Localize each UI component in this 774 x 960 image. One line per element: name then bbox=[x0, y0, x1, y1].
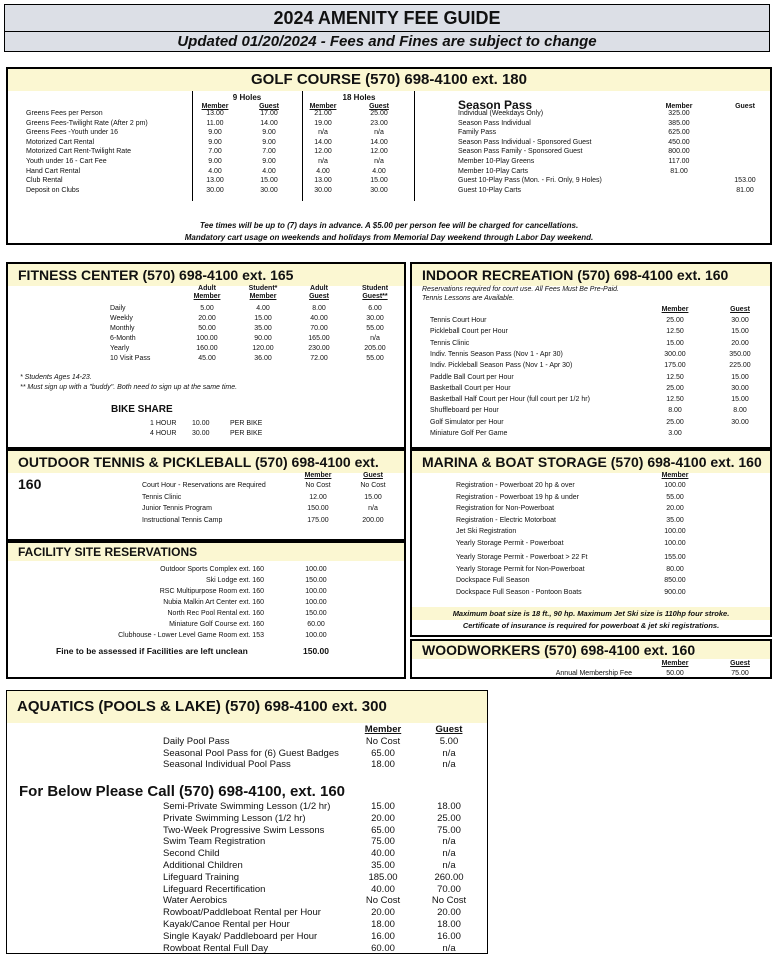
fitness-row-value: 20.00 bbox=[198, 315, 216, 322]
season-row-member: 800.00 bbox=[668, 148, 690, 156]
season-row-label: Member 10-Play Greens bbox=[458, 158, 535, 165]
facility-fine-value: 150.00 bbox=[303, 646, 329, 656]
fitness-col-header: Member bbox=[193, 293, 221, 300]
facility-row-label: Clubhouse - Lower Level Game Room ext. 153 bbox=[118, 632, 264, 639]
golf-member-18: Member bbox=[309, 103, 337, 110]
fitness-row-value: 35.00 bbox=[254, 325, 272, 332]
aquatics-member-header: Member bbox=[364, 724, 402, 735]
marina-row-value: 900.00 bbox=[664, 588, 686, 596]
marina-row-label: Yearly Storage Permit - Powerboat > 22 Ft bbox=[456, 554, 588, 561]
indoor-recreation-section bbox=[410, 262, 772, 449]
golf-row-label: Greens Fees per Person bbox=[26, 110, 103, 117]
aquatics-row-member: 18.00 bbox=[371, 919, 395, 930]
golf-row-value: n/a bbox=[374, 129, 384, 137]
golf-row-value: 4.00 bbox=[208, 167, 222, 175]
indoor-note-1: Reservations required for court use. All Fees Must Be Pre-Paid. bbox=[422, 286, 619, 293]
bike-row-duration: 1 HOUR bbox=[150, 420, 177, 427]
golf-row-value: 7.00 bbox=[262, 148, 276, 156]
aquatics-row-label: Seasonal Pool Pass for (6) Guest Badges bbox=[163, 747, 339, 759]
fitness-col-header: Member bbox=[249, 293, 277, 300]
tennis-row-member: 150.00 bbox=[307, 505, 329, 512]
fitness-col-header: Student* bbox=[248, 285, 278, 292]
indoor-row-guest: 350.00 bbox=[729, 350, 751, 358]
indoor-row-member: 175.00 bbox=[664, 362, 686, 370]
fitness-col-header: Guest bbox=[309, 293, 329, 300]
aquatics-row-guest: 16.00 bbox=[437, 930, 461, 942]
marina-row-value: 80.00 bbox=[666, 565, 684, 573]
aquatics-row-member: 15.00 bbox=[371, 801, 395, 812]
season-guest-header: Guest bbox=[735, 103, 755, 110]
golf-row-value: 21.00 bbox=[314, 110, 332, 117]
indoor-row-label: Miniature Golf Per Game bbox=[430, 430, 508, 437]
golf-row-label: Youth under 16 - Cart Fee bbox=[26, 158, 107, 165]
season-row-member: 81.00 bbox=[670, 167, 688, 175]
aquatics-row-label: Two-Week Progressive Swim Lessons bbox=[163, 824, 325, 836]
aquatics-row-guest: n/a bbox=[442, 942, 456, 954]
aquatics-row-guest: No Cost bbox=[431, 895, 467, 907]
indoor-row-guest: 30.00 bbox=[731, 317, 749, 324]
facility-section bbox=[6, 541, 406, 679]
aquatics-row-member: No Cost bbox=[365, 895, 401, 907]
golf-row-value: 9.00 bbox=[208, 138, 222, 146]
aquatics-row-member: 65.00 bbox=[371, 747, 395, 759]
indoor-row-member: 8.00 bbox=[668, 407, 682, 415]
golf-row-label: Greens Fees -Youth under 16 bbox=[26, 129, 118, 137]
golf-row-label: Motorized Cart Rent-Twilight Rate bbox=[26, 148, 132, 156]
aquatics-row-label: Water Aerobics bbox=[163, 895, 228, 907]
fitness-footnote-2: ** Must sign up with a "buddy". Both need to sign up at the same time. bbox=[20, 384, 238, 391]
aquatics-row-guest: n/a bbox=[442, 747, 456, 759]
indoor-row-member: 25.00 bbox=[666, 317, 684, 324]
aquatics-row-label: Rowboat Rental Full Day bbox=[163, 942, 269, 954]
golf-row-value: 9.00 bbox=[262, 138, 276, 146]
golf-row-value: 4.00 bbox=[372, 167, 386, 175]
golf-row-value: 7.00 bbox=[208, 148, 222, 156]
golf-row-value: 14.00 bbox=[260, 119, 278, 127]
fitness-row-value: n/a bbox=[370, 335, 380, 342]
golf-row-value: 19.00 bbox=[314, 119, 332, 127]
golf-note-2: Mandatory cart usage on weekends and holidays from Memorial Day weekend through Labor Day weekend. bbox=[184, 233, 594, 242]
golf-eighteen-holes: 18 Holes bbox=[342, 93, 376, 102]
tennis-row-guest: n/a bbox=[368, 505, 378, 512]
season-row-label: Season Pass Individual - Sponsored Guest bbox=[458, 138, 592, 146]
facility-row-value: 150.00 bbox=[305, 577, 327, 584]
indoor-row-member: 12.50 bbox=[666, 373, 684, 381]
aquatics-row-guest: 20.00 bbox=[437, 907, 461, 919]
indoor-row-label: Pickleball Court per Hour bbox=[430, 328, 508, 336]
aquatics-row-label: Kayak/Canoe Rental per Hour bbox=[163, 919, 290, 930]
golf-row-value: 12.00 bbox=[314, 148, 332, 156]
indoor-row-label: Shuffleboard per Hour bbox=[430, 407, 499, 415]
golf-guest-18: Guest bbox=[369, 103, 389, 110]
indoor-row-label: Golf Simulator per Hour bbox=[430, 418, 504, 426]
aquatics-guest-header: Guest bbox=[435, 724, 463, 735]
marina-row-value: 35.00 bbox=[666, 516, 684, 524]
golf-row-label: Club Rental bbox=[26, 177, 63, 185]
golf-row-value: 14.00 bbox=[314, 138, 332, 146]
facility-row-value: 60.00 bbox=[307, 621, 325, 628]
indoor-row-guest: 30.00 bbox=[731, 418, 749, 426]
aquatics-row-label: Private Swimming Lesson (1/2 hr) bbox=[163, 812, 306, 824]
tennis-row-label: Instructional Tennis Camp bbox=[142, 516, 223, 524]
season-row-label: Season Pass Family - Sponsored Guest bbox=[458, 148, 583, 156]
bike-share-title: BIKE SHARE bbox=[111, 404, 173, 415]
indoor-row-label: Paddle Ball Court per Hour bbox=[430, 373, 514, 381]
facility-fine-label: Fine to be assessed if Facilities are left unclean bbox=[56, 646, 248, 656]
season-row-member: 450.00 bbox=[668, 138, 690, 146]
golf-divider-3 bbox=[414, 91, 415, 201]
golf-title: GOLF COURSE (570) 698-4100 ext. 180 bbox=[8, 69, 770, 91]
golf-row-value: 30.00 bbox=[314, 186, 332, 194]
indoor-row-member: 3.00 bbox=[668, 430, 682, 437]
golf-row-value: 14.00 bbox=[370, 138, 388, 146]
aquatics-row-label: Single Kayak/ Paddleboard per Hour bbox=[163, 930, 318, 942]
golf-row-value: n/a bbox=[374, 158, 384, 165]
fitness-col-header: Adult bbox=[198, 285, 216, 292]
aquatics-row-label: Additional Children bbox=[163, 860, 243, 871]
aquatics-row-member: 18.00 bbox=[371, 759, 395, 770]
fitness-row-value: 100.00 bbox=[196, 335, 218, 342]
season-row-label: Family Pass bbox=[458, 129, 497, 137]
aquatics-row-member: 20.00 bbox=[371, 812, 395, 824]
fitness-row-label: 10 Visit Pass bbox=[110, 355, 151, 362]
indoor-row-label: Tennis Court Hour bbox=[430, 317, 487, 324]
fitness-row-value: 45.00 bbox=[198, 355, 216, 362]
aquatics-title: AQUATICS (POOLS & LAKE) (570) 698-4100 ext. 300 bbox=[7, 691, 487, 723]
golf-member-9: Member bbox=[201, 103, 229, 110]
aquatics-row-guest: 18.00 bbox=[437, 919, 461, 930]
outdoor-tennis-title: OUTDOOR TENNIS & PICKLEBALL (570) 698-4100 ext. 160 bbox=[8, 451, 404, 473]
aquatics-row-member: 75.00 bbox=[371, 836, 395, 848]
season-row-guest: 81.00 bbox=[736, 186, 754, 194]
fitness-col-header: Guest** bbox=[362, 293, 388, 300]
fitness-row-label: Monthly bbox=[110, 325, 135, 332]
aquatics-row-member: 60.00 bbox=[371, 942, 395, 954]
facility-row-label: Outdoor Sports Complex ext. 160 bbox=[160, 566, 264, 573]
aquatics-row-guest: 70.00 bbox=[437, 883, 461, 895]
wood-guest-value: 75.00 bbox=[731, 670, 749, 677]
golf-row-value: 9.00 bbox=[208, 129, 222, 137]
golf-row-label: Motorized Cart Rental bbox=[26, 138, 95, 146]
season-row-label: Guest 10-Play Carts bbox=[458, 186, 522, 194]
season-row-label: Member 10-Play Carts bbox=[458, 167, 529, 175]
facility-title: FACILITY SITE RESERVATIONS bbox=[8, 543, 404, 561]
woodworkers-title: WOODWORKERS (570) 698-4100 ext. 160 bbox=[412, 641, 770, 659]
facility-row-label: Miniature Golf Course ext. 160 bbox=[169, 621, 264, 628]
indoor-row-label: Tennis Clinic bbox=[430, 339, 470, 347]
aquatics-row-label: Daily Pool Pass bbox=[163, 736, 230, 747]
golf-section bbox=[6, 67, 772, 245]
indoor-row-guest: 8.00 bbox=[733, 407, 747, 415]
wood-member-header: Member bbox=[661, 660, 689, 667]
indoor-row-guest: 20.00 bbox=[731, 339, 749, 347]
aquatics-subtitle: For Below Please Call (570) 698-4100, ext. 160 bbox=[19, 783, 346, 800]
golf-row-value: n/a bbox=[318, 129, 328, 137]
aquatics-row-label: Lifeguard Recertification bbox=[163, 883, 266, 895]
marina-row-label: Yearly Storage Permit for Non-Powerboat bbox=[456, 565, 585, 573]
fitness-row-value: 30.00 bbox=[366, 315, 384, 322]
facility-row-value: 150.00 bbox=[305, 610, 327, 617]
tennis-row-guest: 200.00 bbox=[362, 516, 384, 524]
marina-row-value: 155.00 bbox=[664, 554, 686, 561]
indoor-row-guest: 15.00 bbox=[731, 396, 749, 404]
facility-row-value: 100.00 bbox=[305, 599, 327, 606]
marina-row-label: Dockspace Full Season - Pontoon Boats bbox=[456, 588, 582, 596]
facility-row-value: 100.00 bbox=[305, 632, 327, 639]
golf-row-value: 17.00 bbox=[260, 110, 278, 117]
golf-row-value: n/a bbox=[318, 158, 328, 165]
facility-row-label: North Rec Pool Rental ext. 160 bbox=[167, 610, 264, 617]
fitness-row-value: 4.00 bbox=[256, 305, 270, 312]
marina-title: MARINA & BOAT STORAGE (570) 698-4100 ext. 160 bbox=[412, 451, 770, 473]
marina-row-value: 55.00 bbox=[666, 493, 684, 501]
indoor-member-header: Member bbox=[661, 306, 689, 313]
fitness-row-value: 205.00 bbox=[364, 345, 386, 352]
facility-row-value: 100.00 bbox=[305, 588, 327, 595]
season-row-label: Individual (Weekdays Only) bbox=[458, 110, 544, 117]
season-row-member: 625.00 bbox=[668, 129, 690, 137]
aquatics-row-label: Semi-Private Swimming Lesson (1/2 hr) bbox=[163, 801, 331, 812]
season-row-member: 325.00 bbox=[668, 110, 690, 117]
aquatics-row-guest: 75.00 bbox=[437, 824, 461, 836]
golf-row-value: 13.00 bbox=[314, 177, 332, 185]
marina-member-header: Member bbox=[661, 472, 689, 479]
indoor-title: INDOOR RECREATION (570) 698-4100 ext. 160 bbox=[412, 264, 770, 286]
golf-row-value: 13.00 bbox=[206, 110, 224, 117]
golf-row-value: 12.00 bbox=[370, 148, 388, 156]
marina-section bbox=[410, 449, 772, 637]
indoor-note-2: Tennis Lessons are Available. bbox=[422, 295, 515, 302]
tennis-row-label: Junior Tennis Program bbox=[142, 505, 212, 512]
aquatics-row-label: Second Child bbox=[163, 848, 220, 860]
wood-member-value: 50.00 bbox=[666, 670, 684, 677]
fitness-row-value: 40.00 bbox=[310, 315, 328, 322]
tennis-row-member: No Cost bbox=[305, 482, 331, 489]
aquatics-section bbox=[6, 690, 488, 954]
marina-row-value: 100.00 bbox=[664, 528, 686, 535]
aquatics-row-label: Seasonal Individual Pool Pass bbox=[163, 759, 291, 770]
season-row-guest: 153.00 bbox=[734, 177, 756, 185]
fitness-row-value: 120.00 bbox=[252, 345, 274, 352]
fitness-row-value: 230.00 bbox=[308, 345, 330, 352]
aquatics-row-guest: n/a bbox=[442, 860, 456, 871]
aquatics-row-member: 65.00 bbox=[371, 824, 395, 836]
indoor-row-member: 300.00 bbox=[664, 350, 686, 358]
indoor-row-guest: 30.00 bbox=[731, 384, 749, 392]
woodworkers-section bbox=[410, 639, 772, 679]
aquatics-row-guest: 5.00 bbox=[439, 736, 459, 747]
golf-row-value: 4.00 bbox=[316, 167, 330, 175]
aquatics-row-guest: 25.00 bbox=[437, 812, 461, 824]
golf-row-value: 23.00 bbox=[370, 119, 388, 127]
fitness-row-value: 8.00 bbox=[312, 305, 326, 312]
indoor-row-guest: 225.00 bbox=[729, 362, 751, 370]
aquatics-row-member: 16.00 bbox=[371, 930, 395, 942]
wood-fee-label: Annual Membership Fee bbox=[555, 670, 632, 677]
golf-row-value: 25.00 bbox=[370, 110, 388, 117]
aquatics-row-member: 20.00 bbox=[371, 907, 395, 919]
tennis-row-label: Court Hour - Reservations are Required bbox=[142, 482, 266, 489]
aquatics-row-label: Rowboat/Paddleboat Rental per Hour bbox=[163, 907, 321, 919]
marina-row-label: Registration for Non-Powerboat bbox=[456, 505, 555, 512]
fitness-row-value: 36.00 bbox=[254, 355, 272, 362]
outdoor-tennis-section bbox=[6, 449, 406, 541]
marina-row-label: Dockspace Full Season bbox=[456, 577, 530, 584]
aquatics-row-guest: n/a bbox=[442, 836, 456, 848]
fitness-row-value: 70.00 bbox=[310, 325, 328, 332]
fitness-row-value: 6.00 bbox=[368, 305, 382, 312]
golf-guest-9: Guest bbox=[259, 103, 279, 110]
marina-row-value: 100.00 bbox=[664, 539, 686, 547]
marina-row-label: Yearly Storage Permit - Powerboat bbox=[456, 539, 564, 547]
golf-row-value: 13.00 bbox=[206, 177, 224, 185]
season-pass-title: Season Pass bbox=[458, 98, 533, 112]
aquatics-row-member: 35.00 bbox=[371, 860, 395, 871]
golf-row-label: Greens Fees-Twilight Rate (After 2 pm) bbox=[26, 119, 148, 127]
wood-guest-header: Guest bbox=[730, 660, 750, 667]
page-title: 2024 AMENITY FEE GUIDE bbox=[4, 4, 770, 32]
marina-row-label: Registration - Powerboat 19 hp & under bbox=[456, 493, 579, 501]
fitness-row-label: Yearly bbox=[110, 345, 130, 352]
fitness-col-header: Adult bbox=[310, 285, 328, 292]
golf-row-label: Deposit on Clubs bbox=[26, 186, 80, 194]
facility-row-label: Ski Lodge ext. 160 bbox=[206, 577, 264, 584]
fitness-row-label: Weekly bbox=[110, 315, 133, 322]
fitness-row-value: 55.00 bbox=[366, 355, 384, 362]
fitness-row-value: 5.00 bbox=[200, 305, 214, 312]
indoor-row-member: 12.50 bbox=[666, 396, 684, 404]
aquatics-row-member: 40.00 bbox=[371, 883, 395, 895]
aquatics-row-guest: n/a bbox=[442, 759, 456, 770]
facility-row-label: RSC Multipurpose Room ext. 160 bbox=[159, 588, 264, 595]
aquatics-row-guest: 260.00 bbox=[434, 871, 464, 883]
golf-row-value: 11.00 bbox=[206, 119, 224, 127]
golf-row-value: 15.00 bbox=[260, 177, 278, 185]
golf-row-label: Hand Cart Rental bbox=[26, 167, 81, 175]
golf-row-value: 15.00 bbox=[370, 177, 388, 185]
fitness-row-value: 165.00 bbox=[308, 335, 330, 342]
aquatics-row-label: Swim Team Registration bbox=[163, 836, 266, 848]
marina-note-2: Certificate of insurance is required for powerboat & jet ski registrations. bbox=[462, 621, 720, 630]
fitness-row-label: 6-Month bbox=[110, 335, 136, 342]
tennis-row-guest: No Cost bbox=[360, 482, 386, 489]
fitness-row-value: 72.00 bbox=[310, 355, 328, 362]
marina-note-1: Maximum boat size is 18 ft., 90 hp. Maximum Jet Ski size is 110hp four stroke. bbox=[452, 609, 730, 618]
bike-row-duration: 4 HOUR bbox=[150, 430, 177, 437]
indoor-row-member: 15.00 bbox=[666, 339, 684, 347]
golf-row-value: 30.00 bbox=[206, 186, 224, 194]
fitness-col-header: Student bbox=[361, 285, 389, 292]
indoor-row-member: 25.00 bbox=[666, 384, 684, 392]
bike-row-price: 10.00 bbox=[192, 420, 210, 427]
fitness-title: FITNESS CENTER (570) 698-4100 ext. 165 bbox=[8, 264, 404, 286]
marina-row-value: 100.00 bbox=[664, 482, 686, 489]
marina-row-label: Registration - Electric Motorboat bbox=[456, 516, 556, 524]
tennis-row-guest: 15.00 bbox=[364, 493, 382, 501]
indoor-row-member: 12.50 bbox=[666, 328, 684, 336]
golf-row-value: 30.00 bbox=[370, 186, 388, 194]
season-row-label: Season Pass Individual bbox=[458, 119, 531, 127]
fitness-row-value: 15.00 bbox=[254, 315, 272, 322]
marina-row-label: Registration - Powerboat 20 hp & over bbox=[456, 482, 575, 489]
indoor-guest-header: Guest bbox=[730, 306, 750, 313]
bike-row-unit: PER BIKE bbox=[230, 420, 263, 427]
fitness-section bbox=[6, 262, 406, 449]
season-member-header: Member bbox=[665, 103, 693, 110]
facility-row-label: Nubia Malkin Art Center ext. 160 bbox=[163, 599, 264, 606]
bike-row-unit: PER BIKE bbox=[230, 430, 263, 437]
season-row-member: 117.00 bbox=[668, 158, 690, 165]
indoor-row-label: Indiv. Pickleball Season Pass (Nov 1 - Apr 30) bbox=[430, 362, 573, 370]
aquatics-row-guest: 18.00 bbox=[437, 801, 461, 812]
marina-row-value: 850.00 bbox=[664, 577, 686, 584]
aquatics-row-guest: n/a bbox=[442, 848, 456, 860]
fitness-row-value: 55.00 bbox=[366, 325, 384, 332]
tennis-row-label: Tennis Clinic bbox=[142, 493, 182, 501]
marina-row-value: 20.00 bbox=[666, 505, 684, 512]
fitness-footnote-1: * Students Ages 14-23. bbox=[20, 374, 92, 381]
golf-row-value: 30.00 bbox=[260, 186, 278, 194]
tennis-row-member: 12.00 bbox=[309, 493, 327, 501]
marina-row-label: Jet Ski Registration bbox=[456, 528, 517, 535]
indoor-row-guest: 15.00 bbox=[731, 328, 749, 336]
fitness-row-value: 90.00 bbox=[254, 335, 272, 342]
tennis-member-header: Member bbox=[304, 472, 332, 479]
page-subtitle: Updated 01/20/2024 - Fees and Fines are subject to change bbox=[4, 31, 770, 52]
fitness-row-value: 50.00 bbox=[198, 325, 216, 332]
tennis-row-member: 175.00 bbox=[307, 516, 329, 524]
aquatics-row-member: No Cost bbox=[365, 736, 401, 747]
indoor-row-member: 25.00 bbox=[666, 418, 684, 426]
aquatics-row-label: Lifeguard Training bbox=[163, 871, 240, 883]
golf-row-value: 9.00 bbox=[262, 158, 276, 165]
aquatics-row-member: 185.00 bbox=[368, 871, 398, 883]
golf-note-1: Tee times will be up to (7) days in advance. A $5.00 per person fee will be charged for cancellations. bbox=[199, 221, 579, 230]
indoor-row-label: Basketball Court per Hour bbox=[430, 384, 511, 392]
tennis-guest-header: Guest bbox=[363, 472, 383, 479]
golf-row-value: 4.00 bbox=[262, 167, 276, 175]
fitness-row-value: 160.00 bbox=[196, 345, 218, 352]
indoor-row-label: Indiv. Tennis Season Pass (Nov 1 - Apr 30) bbox=[430, 350, 563, 358]
golf-row-value: 9.00 bbox=[262, 129, 276, 137]
season-row-member: 385.00 bbox=[668, 119, 690, 127]
fitness-row-label: Daily bbox=[110, 305, 126, 312]
facility-row-value: 100.00 bbox=[305, 566, 327, 573]
indoor-row-guest: 15.00 bbox=[731, 373, 749, 381]
bike-row-price: 30.00 bbox=[192, 430, 210, 437]
season-row-label: Guest 10-Play Pass (Mon. - Fri. Only, 9 Holes) bbox=[458, 177, 602, 185]
golf-row-value: 9.00 bbox=[208, 158, 222, 165]
aquatics-row-member: 40.00 bbox=[371, 848, 395, 860]
golf-nine-holes: 9 Holes bbox=[232, 93, 262, 102]
indoor-row-label: Basketball Half Court per Hour (full court per 1/2 hr) bbox=[430, 396, 590, 404]
